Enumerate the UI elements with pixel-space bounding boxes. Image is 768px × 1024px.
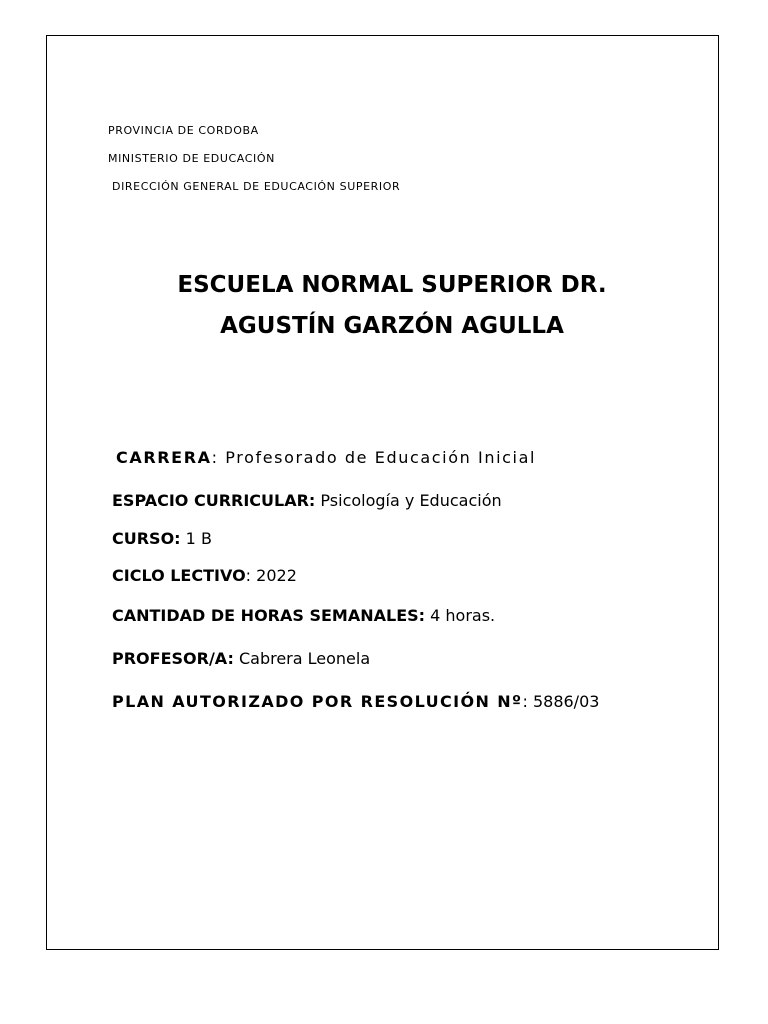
- field-horas-value: 4 horas.: [430, 606, 496, 625]
- field-espacio-value: Psicología y Educación: [320, 491, 502, 510]
- field-espacio-label: ESPACIO CURRICULAR:: [112, 491, 316, 510]
- field-carrera-value: Profesorado de Educación Inicial: [225, 448, 537, 467]
- field-carrera-label: CARRERA: [116, 448, 212, 467]
- field-curso-label: CURSO:: [112, 529, 181, 548]
- field-horas-label: CANTIDAD DE HORAS SEMANALES:: [112, 606, 426, 625]
- school-title-line1: ESCUELA NORMAL SUPERIOR DR.: [177, 272, 607, 298]
- field-espacio-curricular: [112, 491, 502, 510]
- field-plan-sep: :: [522, 692, 533, 711]
- header-direction: DIRECCIÓN GENERAL DE EDUCACIÓN SUPERIOR: [112, 180, 401, 193]
- field-plan-resolucion: [112, 692, 599, 711]
- field-ciclo-value: 2022: [256, 566, 297, 585]
- field-profesor-label: PROFESOR/A:: [112, 649, 234, 668]
- field-plan-label: PLAN AUTORIZADO POR RESOLUCIÓN Nº: [112, 692, 523, 711]
- field-curso: [112, 529, 212, 548]
- field-ciclo-sep: :: [245, 566, 257, 585]
- header-province: PROVINCIA DE CORDOBA: [108, 124, 259, 137]
- field-curso-value: 1 B: [185, 529, 212, 548]
- field-horas-semanales: [112, 606, 495, 625]
- field-ciclo-lectivo: [112, 566, 297, 585]
- field-carrera: [116, 448, 536, 467]
- field-carrera-sep: :: [211, 448, 226, 467]
- field-plan-value: 5886/03: [532, 692, 600, 711]
- field-profesor-value: Cabrera Leonela: [238, 649, 371, 668]
- field-ciclo-label: CICLO LECTIVO: [112, 566, 246, 585]
- field-profesor: [112, 649, 370, 668]
- header-ministry: MINISTERIO DE EDUCACIÓN: [108, 152, 275, 165]
- school-title-line2: AGUSTÍN GARZÓN AGULLA: [220, 313, 564, 339]
